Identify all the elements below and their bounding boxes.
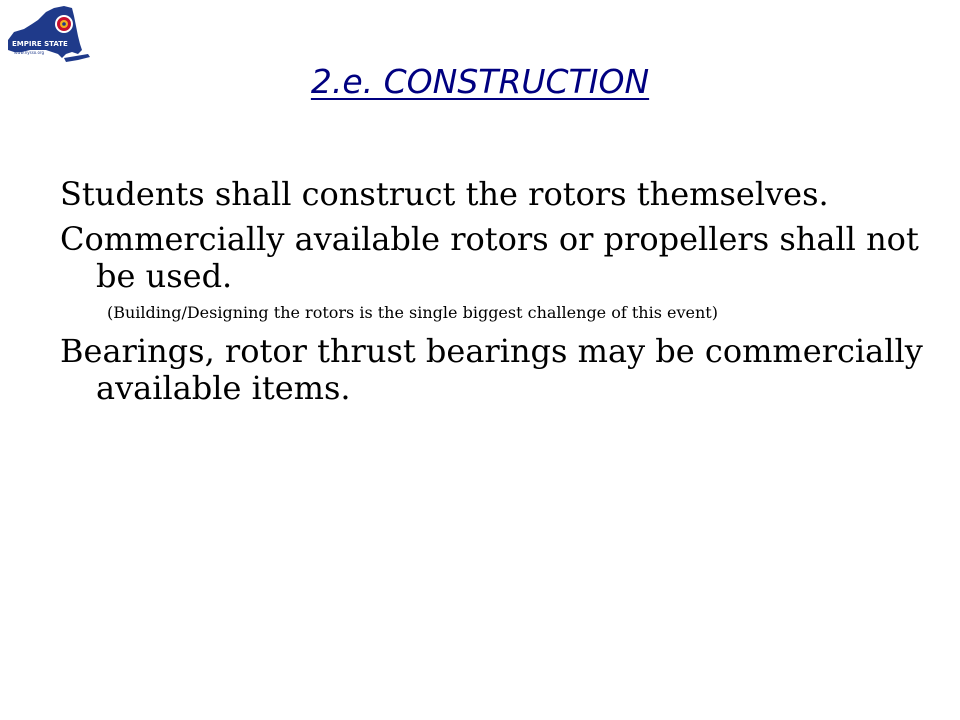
empire-state-logo xyxy=(2,2,92,68)
slide-title: 2.e. CONSTRUCTION xyxy=(310,62,650,101)
bullet-students-construct: Students shall construct the rotors themselves. xyxy=(60,175,829,213)
bullet-bearings: Bearings, rotor thrust bearings may be commercially available items. xyxy=(60,331,923,407)
bullet-commercial-rotors: Commercially available rotors or propellers shall not be used. xyxy=(60,220,919,296)
logo-label: EMPIRE STATE xyxy=(12,40,68,48)
bullet-note: (Building/Designing the rotors is the single biggest challenge of this event) xyxy=(107,303,718,323)
logo-url: www.nysso.org xyxy=(14,50,44,55)
slide-title-container xyxy=(0,62,960,102)
slide-body xyxy=(60,176,940,415)
new-york-state-map-icon xyxy=(2,2,92,68)
